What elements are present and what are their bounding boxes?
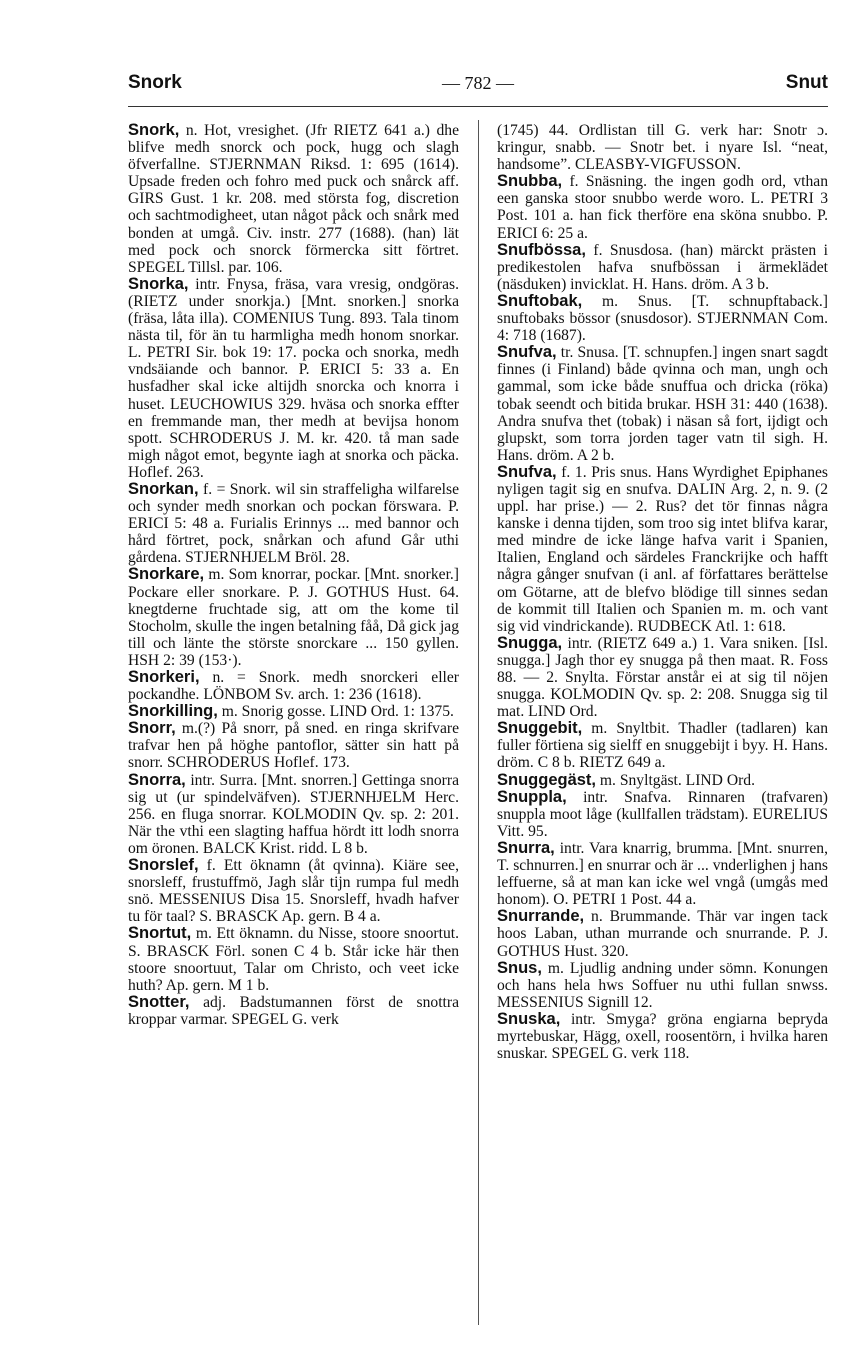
dictionary-entry — [128, 720, 459, 771]
headword: Snugga, — [497, 633, 563, 652]
entry-body: intr. Snafva. Rinnaren (trafvaren) snuppla moot låge (kullfallen trädstam). EURELIUS Vitt. 95. — [497, 788, 828, 840]
dictionary-entry — [497, 242, 828, 293]
dictionary-entry — [128, 566, 459, 669]
entry-body: intr. Smyga? gröna engiarna bepryda myrtebuskar, Hägg, oxell, roosentörn, i hvilka haren snuskar. SPEGEL G. verk 118. — [497, 1010, 828, 1063]
entry-body: f. Ett öknamn (åt qvinna). Kiäre see, snorsleff, frustuffmö, Jagh slår tijn rumpa ful medh snö. MESSENIUS Disa 15. Snorsleff, hvadh hafver tu för taal? S. BRASCK Ap. gern. B 4 a. — [128, 857, 459, 926]
entry-body: adj. Badstumannen först de snottra kroppar varmar. SPEGEL G. verk — [128, 993, 459, 1028]
headword: Snuppla, — [497, 787, 567, 806]
page-number: — 782 — — [442, 73, 514, 93]
dictionary-entry — [497, 908, 828, 959]
entry-body: f. Snusdosa. (han) märckt prästen i predikestolen hafva snufbössan i ärmeklädet (näsduken) invicklat. H. Hans. dröm. A 3 b. — [497, 241, 828, 293]
entry-body: m. Ett öknamn. du Nisse, stoore snoortut. S. BRASCK Förl. sonen C 4 b. Står icke här then stoore snoortuut, Talar om Christo, och veet icke huth? Ap. gern. M 1 b. — [128, 925, 459, 994]
headword: Snufbössa, — [497, 240, 586, 259]
entry-body: tr. Snusa. [T. schnupfen.] ingen snart sagdt finnes (i Finland) både qvinna och man, ungh och gammal, som icke både snuffua och dricka (röka) tobak seendt och bitida brukar. HSH 31: 440 (1638). Andra snufva thet (tobak) i näsan så fort, ijdigt och glupskt, som torra jorden tager vatn til sigh. H. Hans. dröm. A 2 b. — [497, 344, 828, 464]
entry-body: (1745) 44. Ordlistan till G. verk har: Snotr ɔ. kringur, snabb. — Snotr bet. i nyare Isl. “neat, handsome”. CLEASBY-VIGFUSSON. — [497, 122, 828, 174]
headword: Snorkan, — [128, 479, 199, 498]
headword: Snubba, — [497, 172, 563, 191]
headword: Snorslef, — [128, 856, 199, 875]
headword: Snuska, — [497, 1009, 561, 1028]
dictionary-entry — [497, 173, 828, 241]
headword: Snotter, — [128, 992, 190, 1011]
dictionary-entry — [497, 789, 828, 840]
dictionary-entry — [497, 840, 828, 908]
headword: Snufva, — [497, 343, 557, 362]
headword: Snorkeri, — [128, 668, 200, 686]
dictionary-entry — [128, 994, 459, 1028]
headword: Snorra, — [128, 770, 186, 789]
headword: Snorka, — [128, 274, 189, 293]
entry-body: f. Snäsning. the ingen godh ord, vthan een ganska stoor snubbo werde woro. L. PETRI 3 Post. 101 a. han fick therföre ena sköna snubbo. P. ERICI 6: 25 a. — [497, 173, 828, 242]
entry-body: m.(?) På snorr, på sned. en ringa skrifvare trafvar hen på höghe pantoflor, sätter sin hatt på snorr. SCHRODERUS Hoflef. 173. — [128, 720, 459, 772]
dictionary-entry — [497, 960, 828, 1011]
entry-body: n. Brummande. Thär var ingen tack hoos Laban, uthan murrande och snurrande. P. J. GOTHUS Hust. 320. — [497, 908, 828, 960]
headword: Snuggegäst, — [497, 770, 597, 789]
dictionary-entry — [497, 720, 828, 771]
entry-body: m. Snus. [T. schnupftaback.] snuftobaks bössor (snusdosor). STJERNMAN Com. 4: 718 (1687). — [497, 292, 828, 345]
entry-body: intr. Surra. [Mnt. snorren.] Gettinga snorra sig ut (ur spindelväfven). STJERNHJELM Herc. 256. en fluga snorrar. KOLMODIN Qv. sp. 2: 201. När the vthi een slagting haffua hördt itt lodh snorra om öronen. BALCK Krist. ridd. L 8 b. — [128, 771, 459, 857]
dictionary-entry — [497, 464, 828, 635]
entry-body: n. = Snork. medh snorckeri eller pockandhe. LÖNBOM Sv. arch. 1: 236 (1618). — [128, 669, 459, 704]
headword: Snurra, — [497, 838, 555, 857]
header-rule — [128, 106, 828, 107]
dictionary-entry — [128, 481, 459, 566]
running-header — [128, 72, 828, 100]
dictionary-entry — [497, 122, 828, 173]
entry-body: n. Hot, vresighet. (Jfr RIETZ 641 a.) dhe blifve medh snorck och pock, hugg och slagh öfverfallne. STJERNMAN Riksd. 1: 695 (1614). Upsade freden och fohro med puck och snårck aff. GIRS Gust. 1 kr. 208. med största fog, discretion och sachtmodigheet, utan något påck och snårk med bonden at umgå. Civ. instr. 277 (1688). (han) lät med pock och snorck förmercka sitt förtret. SPEGEL Tillsl. par. 106. — [128, 122, 459, 276]
headword: Snurrande, — [497, 907, 585, 926]
headword: Snus, — [497, 958, 542, 977]
header-first-headword: Snork — [128, 72, 182, 93]
headword: Snortut, — [128, 924, 192, 943]
entry-body: m. Snorig gosse. LIND Ord. 1: 1375. — [217, 703, 454, 721]
entry-body: f. 1. Pris snus. Hans Wyrdighet Epiphanes nyligen tagit sig en snufva. DALIN Arg. 2, n. 9. (2 uppl. har prise.) — 2. Rus? det tör finnas några kanske i denna tijden, som troo sig intet blifva karar, med mindre de icke länge hafva varit i Spanien, Italien, England och särdeles Franckrijke och hafft några gånger snufvan (i anl. af författares berättelse om Götarne, att de blefvo blödige till sinnes sedan de kommit till Italien och Spanien m. m. och vant sig vid vindrickande). RUDBECK Atl. 1: 618. — [497, 463, 828, 635]
dictionary-entry — [128, 276, 459, 481]
headword: Snork, — [128, 122, 180, 139]
headword: Snuftobak, — [497, 291, 583, 310]
headword: Snufva, — [497, 462, 557, 481]
entry-body: m. Snyltbit. Thadler (tadlaren) kan fuller förtiena sig sielff en snuggebijt i byy. H. Hans. dröm. C 8 b. RIETZ 649 a. — [497, 720, 828, 772]
entry-body: intr. Vara knarrig, brumma. [Mnt. snurren, T. schnurren.] en snurrar och är ... vnderlighen j hans leffuerne, så at man kan icke wel vngå (umgås med honom). O. PETRI 1 Post. 44 a. — [497, 839, 828, 909]
headword: Snorr, — [128, 719, 176, 738]
dictionary-entry — [128, 772, 459, 857]
entry-body: m. Som knorrar, pockar. [Mnt. snorker.] Pockare eller snorkare. P. J. GOTHUS Hust. 64. knegtderne fruchtade sig, att om the kome til Stocholm, skulle the ingen betalning fåå, Då gick jag till och länte the störste snorckare ... 150 gyllen. HSH 2: 39 (153·). — [128, 566, 459, 669]
dictionary-entry — [128, 669, 459, 703]
headword: Snuggebit, — [497, 719, 583, 738]
header-last-headword: Snut — [785, 72, 828, 93]
entry-body: intr. (RIETZ 649 a.) 1. Vara sniken. [Isl. snugga.] Jagh thor ey snugga på then maat. R. Foss 88. — 2. Snylta. Förstar anstår ei at sig til nöjen snugga. KOLMODIN Qv. sp. 2: 208. Snugga sig til mat. LIND Ord. — [497, 634, 828, 721]
dictionary-entry — [128, 857, 459, 925]
dictionary-entry — [128, 122, 459, 276]
right-column — [497, 122, 828, 1332]
headword: Snorkare, — [128, 565, 205, 584]
dictionary-entry — [497, 772, 828, 789]
dictionary-entry — [497, 635, 828, 720]
entry-body: m. Snyltgäst. LIND Ord. — [596, 771, 755, 789]
dictionary-entry — [497, 1011, 828, 1062]
dictionary-entry — [128, 703, 459, 720]
entry-body: m. Ljudlig andning under sömn. Konungen och hans hela hws Soffuer nu uthi fullan snwss. MESSENIUS Signill 12. — [497, 959, 828, 1011]
headword: Snorkilling, — [128, 702, 218, 721]
column-divider — [478, 120, 479, 1325]
left-column — [128, 122, 459, 1332]
dictionary-entry — [497, 344, 828, 464]
dictionary-entry — [128, 925, 459, 993]
entry-body: f. = Snork. wil sin straffeligha wilfarelse och synder medh snorkan och pockan förswara. P. ERICI 5: 48 a. Furialis Erinnys ... med bannor och hård förtret, pock, snårkan och afund Går uthi gårdena. STJERNHJELM Bröl. 28. — [128, 480, 459, 567]
dictionary-entry — [497, 293, 828, 344]
entry-body: intr. Fnysa, fräsa, vara vresig, ondgöras. (RIETZ under snorkja.) [Mnt. snorken.] snorka (fräsa, låta illa). COMENIUS Tung. 893. Tala tinom nästa til, för än tu harmligha medh honom snorkar. L. PETRI Sir. bok 19: 17. pocka och snorka, medh vndsäiande och bannor. P. ERICI 5: 33 a. En husfadher skal icke altijdh snorcka och knorra i huset. LEUCHOWIUS 329. hväsa och snorka effter en fremmande man, ther medh at bevijsa honom spott. SCHRODERUS J. M. kr. 420. tå man sade migh något emot, begynte iagh at snorka och päcka. Hoflef. 263. — [128, 275, 459, 481]
